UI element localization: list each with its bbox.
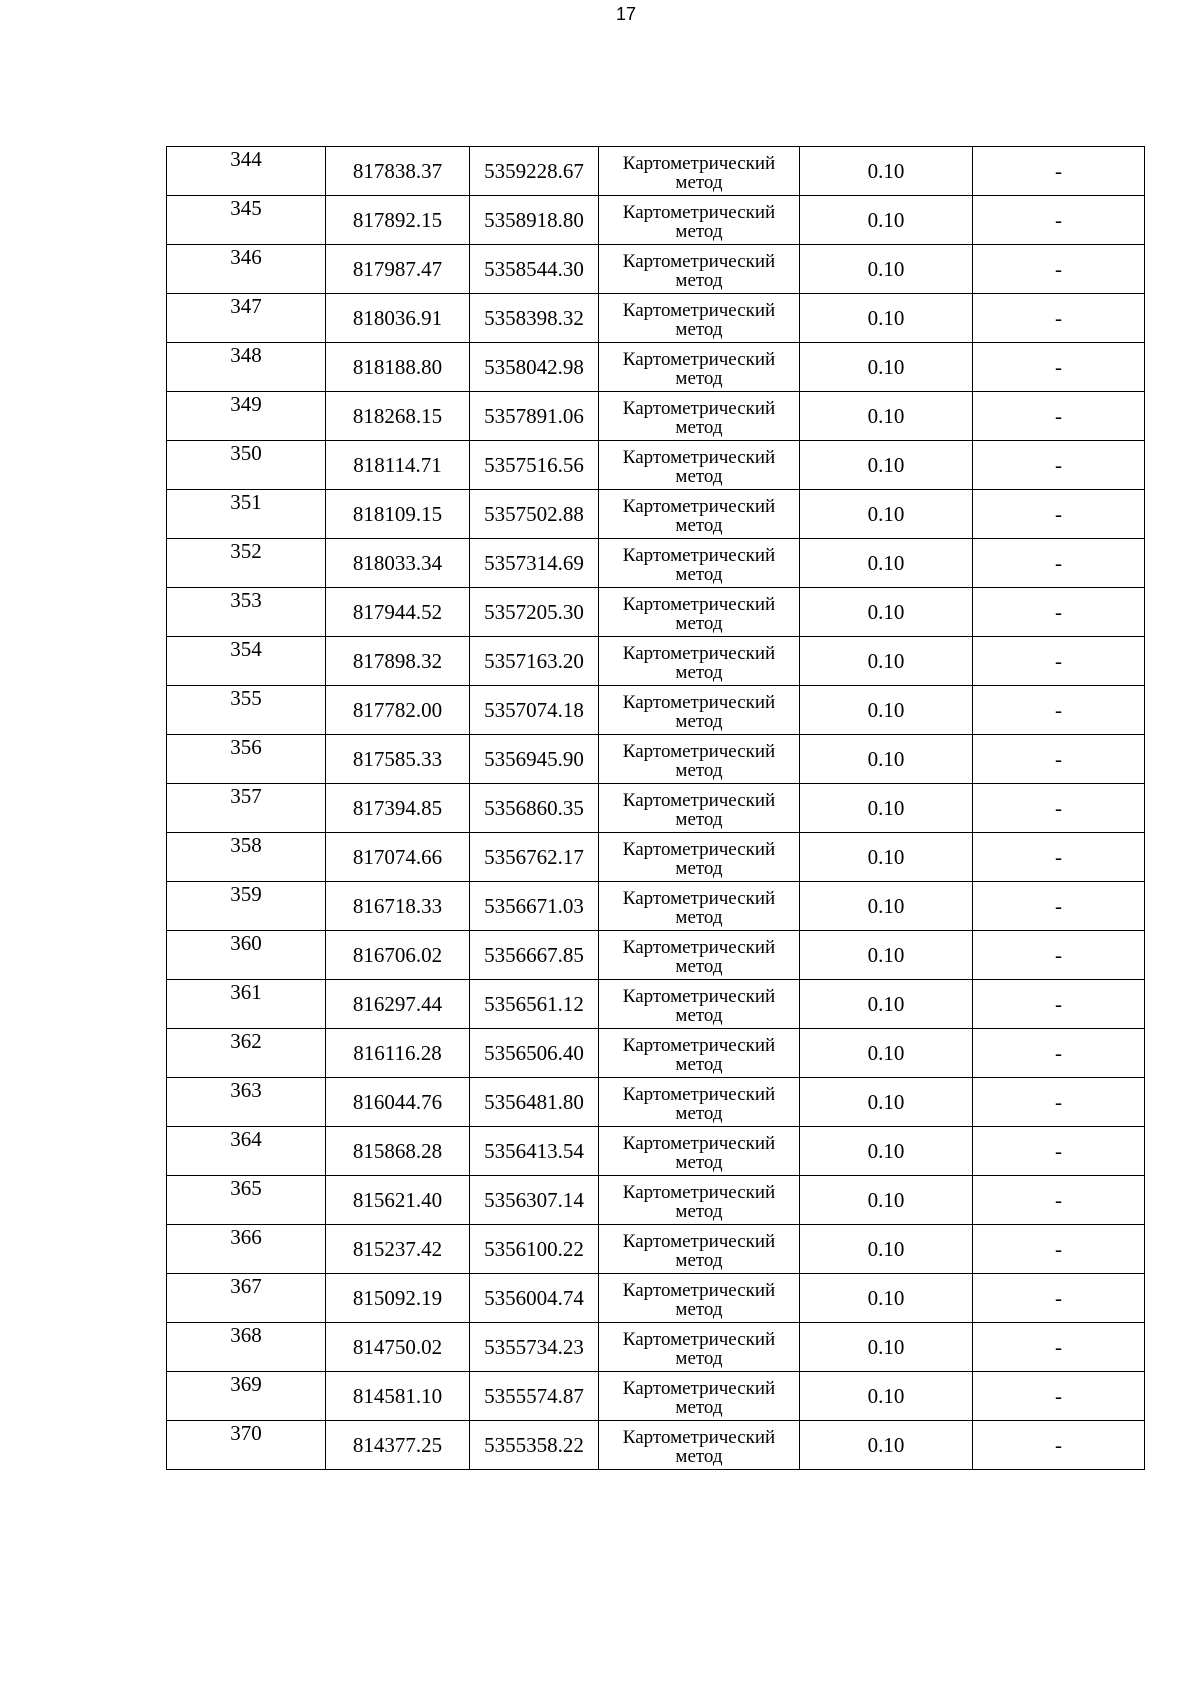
note-cell: - <box>973 196 1145 245</box>
table-row <box>167 784 1145 833</box>
accuracy-cell: 0.10 <box>800 882 973 931</box>
method-line-2: метод <box>675 906 723 928</box>
method-line-1: Картометрический <box>622 397 776 419</box>
method-cell <box>599 637 800 686</box>
method-line-1: Картометрический <box>622 348 776 370</box>
method-cell <box>599 833 800 882</box>
y-coordinate-cell: 5356100.22 <box>470 1225 599 1274</box>
method-line-2: метод <box>675 1298 723 1320</box>
method-line-1: Картометрический <box>622 201 776 223</box>
point-number-cell: 359 <box>167 882 326 931</box>
point-number-cell: 350 <box>167 441 326 490</box>
table-row <box>167 294 1145 343</box>
accuracy-cell: 0.10 <box>800 539 973 588</box>
y-coordinate-cell: 5355574.87 <box>470 1372 599 1421</box>
method-cell <box>599 1372 800 1421</box>
x-coordinate-cell: 815237.42 <box>326 1225 470 1274</box>
method-cell <box>599 931 800 980</box>
accuracy-cell: 0.10 <box>800 392 973 441</box>
point-number-cell: 356 <box>167 735 326 784</box>
method-line-1: Картометрический <box>622 1328 776 1350</box>
x-coordinate-cell: 816044.76 <box>326 1078 470 1127</box>
accuracy-cell: 0.10 <box>800 245 973 294</box>
note-cell: - <box>973 637 1145 686</box>
table-row <box>167 1274 1145 1323</box>
table-row <box>167 735 1145 784</box>
method-cell <box>599 1078 800 1127</box>
accuracy-cell: 0.10 <box>800 735 973 784</box>
note-cell: - <box>973 735 1145 784</box>
point-number-cell: 367 <box>167 1274 326 1323</box>
y-coordinate-cell: 5356561.12 <box>470 980 599 1029</box>
point-number-cell: 353 <box>167 588 326 637</box>
method-line-2: метод <box>675 318 723 340</box>
table-row <box>167 980 1145 1029</box>
y-coordinate-cell: 5356413.54 <box>470 1127 599 1176</box>
x-coordinate-cell: 818268.15 <box>326 392 470 441</box>
point-number-cell: 351 <box>167 490 326 539</box>
method-line-2: метод <box>675 367 723 389</box>
method-line-1: Картометрический <box>622 495 776 517</box>
y-coordinate-cell: 5359228.67 <box>470 147 599 196</box>
y-coordinate-cell: 5357314.69 <box>470 539 599 588</box>
method-line-1: Картометрический <box>622 152 776 174</box>
method-cell <box>599 539 800 588</box>
x-coordinate-cell: 818109.15 <box>326 490 470 539</box>
x-coordinate-cell: 818033.34 <box>326 539 470 588</box>
method-line-2: метод <box>675 416 723 438</box>
method-cell <box>599 686 800 735</box>
table-row <box>167 1176 1145 1225</box>
x-coordinate-cell: 817394.85 <box>326 784 470 833</box>
point-number-cell: 344 <box>167 147 326 196</box>
method-line-2: метод <box>675 1102 723 1124</box>
method-line-1: Картометрический <box>622 1083 776 1105</box>
method-line-2: метод <box>675 1053 723 1075</box>
method-cell <box>599 294 800 343</box>
method-line-1: Картометрический <box>622 446 776 468</box>
y-coordinate-cell: 5356762.17 <box>470 833 599 882</box>
note-cell: - <box>973 1323 1145 1372</box>
note-cell: - <box>973 588 1145 637</box>
accuracy-cell: 0.10 <box>800 196 973 245</box>
method-cell <box>599 343 800 392</box>
table-row <box>167 147 1145 196</box>
method-cell <box>599 784 800 833</box>
method-cell <box>599 490 800 539</box>
table-row <box>167 833 1145 882</box>
method-cell <box>599 147 800 196</box>
point-number-cell: 366 <box>167 1225 326 1274</box>
y-coordinate-cell: 5356506.40 <box>470 1029 599 1078</box>
method-cell <box>599 980 800 1029</box>
method-line-1: Картометрический <box>622 985 776 1007</box>
method-line-1: Картометрический <box>622 887 776 909</box>
note-cell: - <box>973 539 1145 588</box>
method-line-2: метод <box>675 1445 723 1467</box>
method-line-2: метод <box>675 171 723 193</box>
page-number: 17 <box>615 4 637 24</box>
method-line-2: метод <box>675 563 723 585</box>
note-cell: - <box>973 294 1145 343</box>
point-number-cell: 349 <box>167 392 326 441</box>
x-coordinate-cell: 815621.40 <box>326 1176 470 1225</box>
accuracy-cell: 0.10 <box>800 147 973 196</box>
point-number-cell: 369 <box>167 1372 326 1421</box>
x-coordinate-cell: 816297.44 <box>326 980 470 1029</box>
accuracy-cell: 0.10 <box>800 1127 973 1176</box>
accuracy-cell: 0.10 <box>800 784 973 833</box>
note-cell: - <box>973 441 1145 490</box>
method-line-2: метод <box>675 955 723 977</box>
method-line-2: метод <box>675 857 723 879</box>
x-coordinate-cell: 818036.91 <box>326 294 470 343</box>
method-cell <box>599 1127 800 1176</box>
method-line-2: метод <box>675 465 723 487</box>
y-coordinate-cell: 5356671.03 <box>470 882 599 931</box>
note-cell: - <box>973 1421 1145 1470</box>
point-number-cell: 360 <box>167 931 326 980</box>
table-row <box>167 637 1145 686</box>
x-coordinate-cell: 817892.15 <box>326 196 470 245</box>
method-line-2: метод <box>675 1249 723 1271</box>
method-line-2: метод <box>675 1396 723 1418</box>
x-coordinate-cell: 815092.19 <box>326 1274 470 1323</box>
table-row <box>167 1029 1145 1078</box>
point-number-cell: 357 <box>167 784 326 833</box>
accuracy-cell: 0.10 <box>800 637 973 686</box>
method-line-1: Картометрический <box>622 1377 776 1399</box>
x-coordinate-cell: 817987.47 <box>326 245 470 294</box>
table-row <box>167 343 1145 392</box>
note-cell: - <box>973 1078 1145 1127</box>
method-line-2: метод <box>675 808 723 830</box>
point-number-cell: 358 <box>167 833 326 882</box>
accuracy-cell: 0.10 <box>800 1225 973 1274</box>
method-cell <box>599 245 800 294</box>
x-coordinate-cell: 814750.02 <box>326 1323 470 1372</box>
y-coordinate-cell: 5358042.98 <box>470 343 599 392</box>
method-line-1: Картометрический <box>622 838 776 860</box>
accuracy-cell: 0.10 <box>800 833 973 882</box>
method-line-1: Картометрический <box>622 1181 776 1203</box>
point-number-cell: 365 <box>167 1176 326 1225</box>
accuracy-cell: 0.10 <box>800 1323 973 1372</box>
note-cell: - <box>973 1127 1145 1176</box>
table-row <box>167 1323 1145 1372</box>
method-line-2: метод <box>675 612 723 634</box>
point-number-cell: 348 <box>167 343 326 392</box>
method-cell <box>599 1029 800 1078</box>
table-row <box>167 392 1145 441</box>
method-line-1: Картометрический <box>622 1426 776 1448</box>
note-cell: - <box>973 392 1145 441</box>
note-cell: - <box>973 980 1145 1029</box>
method-line-1: Картометрический <box>622 1230 776 1252</box>
note-cell: - <box>973 490 1145 539</box>
note-cell: - <box>973 686 1145 735</box>
accuracy-cell: 0.10 <box>800 490 973 539</box>
table-row <box>167 882 1145 931</box>
method-line-2: метод <box>675 1347 723 1369</box>
y-coordinate-cell: 5356004.74 <box>470 1274 599 1323</box>
accuracy-cell: 0.10 <box>800 294 973 343</box>
y-coordinate-cell: 5358544.30 <box>470 245 599 294</box>
accuracy-cell: 0.10 <box>800 1372 973 1421</box>
table-row <box>167 245 1145 294</box>
x-coordinate-cell: 817585.33 <box>326 735 470 784</box>
x-coordinate-cell: 815868.28 <box>326 1127 470 1176</box>
y-coordinate-cell: 5358398.32 <box>470 294 599 343</box>
method-line-1: Картометрический <box>622 544 776 566</box>
note-cell: - <box>973 882 1145 931</box>
point-number-cell: 347 <box>167 294 326 343</box>
y-coordinate-cell: 5356481.80 <box>470 1078 599 1127</box>
method-line-1: Картометрический <box>622 593 776 615</box>
y-coordinate-cell: 5357502.88 <box>470 490 599 539</box>
table-row <box>167 1225 1145 1274</box>
method-cell <box>599 1274 800 1323</box>
method-line-1: Картометрический <box>622 1034 776 1056</box>
x-coordinate-cell: 814581.10 <box>326 1372 470 1421</box>
x-coordinate-cell: 818188.80 <box>326 343 470 392</box>
method-line-1: Картометрический <box>622 1279 776 1301</box>
method-line-1: Картометрический <box>622 691 776 713</box>
table-row <box>167 1078 1145 1127</box>
accuracy-cell: 0.10 <box>800 1421 973 1470</box>
accuracy-cell: 0.10 <box>800 980 973 1029</box>
point-number-cell: 363 <box>167 1078 326 1127</box>
note-cell: - <box>973 1176 1145 1225</box>
method-line-1: Картометрический <box>622 250 776 272</box>
table-row <box>167 441 1145 490</box>
point-number-cell: 354 <box>167 637 326 686</box>
method-line-1: Картометрический <box>622 740 776 762</box>
x-coordinate-cell: 816116.28 <box>326 1029 470 1078</box>
x-coordinate-cell: 817782.00 <box>326 686 470 735</box>
note-cell: - <box>973 833 1145 882</box>
point-number-cell: 370 <box>167 1421 326 1470</box>
y-coordinate-cell: 5356945.90 <box>470 735 599 784</box>
point-number-cell: 355 <box>167 686 326 735</box>
method-line-2: метод <box>675 1151 723 1173</box>
y-coordinate-cell: 5356860.35 <box>470 784 599 833</box>
note-cell: - <box>973 1225 1145 1274</box>
x-coordinate-cell: 817944.52 <box>326 588 470 637</box>
method-cell <box>599 1176 800 1225</box>
accuracy-cell: 0.10 <box>800 441 973 490</box>
method-line-2: метод <box>675 514 723 536</box>
method-line-1: Картометрический <box>622 936 776 958</box>
table-row <box>167 931 1145 980</box>
accuracy-cell: 0.10 <box>800 931 973 980</box>
note-cell: - <box>973 147 1145 196</box>
table-row <box>167 588 1145 637</box>
y-coordinate-cell: 5357516.56 <box>470 441 599 490</box>
y-coordinate-cell: 5356307.14 <box>470 1176 599 1225</box>
table-row <box>167 1421 1145 1470</box>
point-number-cell: 345 <box>167 196 326 245</box>
y-coordinate-cell: 5358918.80 <box>470 196 599 245</box>
accuracy-cell: 0.10 <box>800 686 973 735</box>
x-coordinate-cell: 816706.02 <box>326 931 470 980</box>
method-cell <box>599 735 800 784</box>
note-cell: - <box>973 784 1145 833</box>
x-coordinate-cell: 817898.32 <box>326 637 470 686</box>
method-line-1: Картометрический <box>622 642 776 664</box>
accuracy-cell: 0.10 <box>800 343 973 392</box>
method-line-1: Картометрический <box>622 789 776 811</box>
method-line-2: метод <box>675 759 723 781</box>
table-row <box>167 539 1145 588</box>
table-row <box>167 490 1145 539</box>
point-number-cell: 362 <box>167 1029 326 1078</box>
point-number-cell: 346 <box>167 245 326 294</box>
accuracy-cell: 0.10 <box>800 1029 973 1078</box>
method-cell <box>599 1225 800 1274</box>
accuracy-cell: 0.10 <box>800 1176 973 1225</box>
method-cell <box>599 392 800 441</box>
note-cell: - <box>973 245 1145 294</box>
accuracy-cell: 0.10 <box>800 588 973 637</box>
method-line-2: метод <box>675 269 723 291</box>
point-number-cell: 361 <box>167 980 326 1029</box>
y-coordinate-cell: 5357074.18 <box>470 686 599 735</box>
method-line-2: метод <box>675 710 723 732</box>
method-line-1: Картометрический <box>622 299 776 321</box>
x-coordinate-cell: 818114.71 <box>326 441 470 490</box>
y-coordinate-cell: 5357163.20 <box>470 637 599 686</box>
accuracy-cell: 0.10 <box>800 1274 973 1323</box>
note-cell: - <box>973 1372 1145 1421</box>
accuracy-cell: 0.10 <box>800 1078 973 1127</box>
method-cell <box>599 882 800 931</box>
y-coordinate-cell: 5357205.30 <box>470 588 599 637</box>
point-number-cell: 352 <box>167 539 326 588</box>
method-cell <box>599 196 800 245</box>
y-coordinate-cell: 5355734.23 <box>470 1323 599 1372</box>
x-coordinate-cell: 817838.37 <box>326 147 470 196</box>
note-cell: - <box>973 1029 1145 1078</box>
point-number-cell: 368 <box>167 1323 326 1372</box>
method-cell <box>599 1421 800 1470</box>
method-cell <box>599 1323 800 1372</box>
method-line-1: Картометрический <box>622 1132 776 1154</box>
y-coordinate-cell: 5357891.06 <box>470 392 599 441</box>
table-row <box>167 1127 1145 1176</box>
method-cell <box>599 441 800 490</box>
y-coordinate-cell: 5356667.85 <box>470 931 599 980</box>
note-cell: - <box>973 1274 1145 1323</box>
x-coordinate-cell: 817074.66 <box>326 833 470 882</box>
method-line-2: метод <box>675 1004 723 1026</box>
note-cell: - <box>973 343 1145 392</box>
table-row <box>167 196 1145 245</box>
x-coordinate-cell: 816718.33 <box>326 882 470 931</box>
method-line-2: метод <box>675 661 723 683</box>
method-line-2: метод <box>675 1200 723 1222</box>
coordinates-table <box>166 146 1145 1470</box>
table-row <box>167 1372 1145 1421</box>
table-row <box>167 686 1145 735</box>
x-coordinate-cell: 814377.25 <box>326 1421 470 1470</box>
point-number-cell: 364 <box>167 1127 326 1176</box>
coordinates-table-body <box>167 147 1145 1470</box>
note-cell: - <box>973 931 1145 980</box>
y-coordinate-cell: 5355358.22 <box>470 1421 599 1470</box>
method-cell <box>599 588 800 637</box>
method-line-2: метод <box>675 220 723 242</box>
